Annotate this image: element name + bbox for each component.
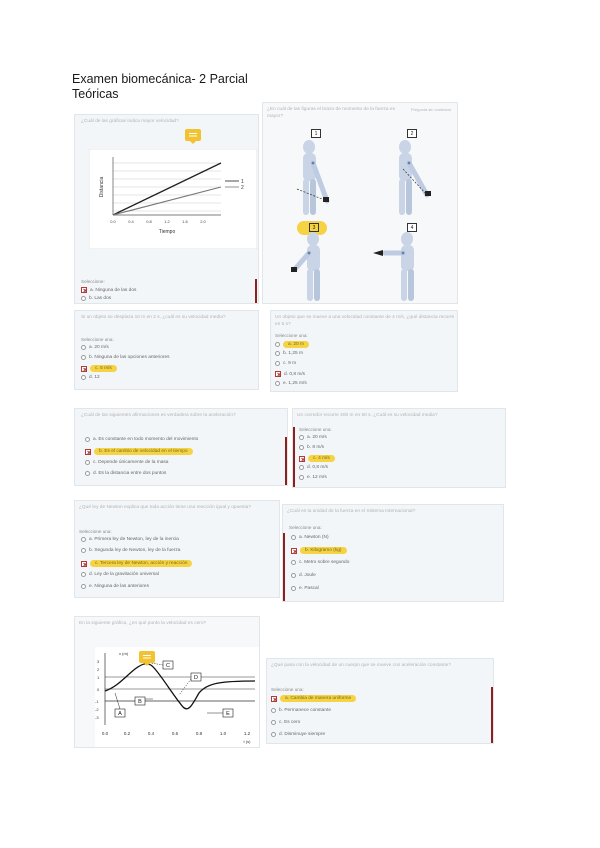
y-tick-neg1: -1 [95,699,99,704]
option-b[interactable]: b. Permanece constante [271,708,331,713]
figure-3-arm [287,231,347,303]
figure-1-arm [287,139,347,219]
radio-icon [291,560,296,565]
y-tick-neg3: -3 [95,715,99,720]
point-label-a: A [118,711,122,717]
svg-text:1.2: 1.2 [164,219,170,224]
figure-label-4: 4 [407,223,417,232]
radio-icon [299,465,304,470]
option-b[interactable]: b. Es el cambio de velocidad en el tiempo [85,448,193,455]
y-tick-neg2: -2 [95,707,99,712]
y-tick-3: 3 [97,659,100,664]
svg-text:0.4: 0.4 [128,219,134,224]
option-e[interactable]: e. Pascal [291,586,319,591]
option-e[interactable]: e. 12 m/s [299,475,327,480]
question-card-5 [74,408,288,486]
option-b[interactable]: b. Ninguna de las opciones anteriores [81,355,170,360]
question-card-10 [266,658,494,744]
option-d[interactable]: d. Joule [291,573,316,578]
point-label-d: D [194,675,198,681]
option-a[interactable]: a. Ninguna de las dos [81,287,136,293]
y-tick-2: 2 [97,667,100,672]
radio-icon [81,548,86,553]
option-b[interactable]: b. Kilogramo (kg) [291,547,347,554]
option-e[interactable]: e. 1,25 m/s [275,381,307,386]
option-a[interactable]: a. Newton (N) [291,535,329,540]
comment-icon[interactable] [185,129,201,141]
page-title [72,72,248,102]
radio-icon [81,572,86,577]
option-b[interactable]: b. 8 m/s [299,445,324,450]
option-d[interactable]: d. Es la distancia entre dos puntos [85,471,166,476]
x-tick-1: 0.2 [123,731,131,736]
y-tick-1: 1 [97,675,100,680]
question-flag[interactable]: Pregunta sin contestar [411,107,452,112]
y-tick-0: 0 [97,687,100,692]
option-c[interactable]: c. Depende únicamente de la masa [85,460,168,465]
radio-icon [271,708,276,713]
x-tick-3: 0.6 [171,731,179,736]
option-d[interactable]: d. 0,8 m/s [299,465,328,470]
card-accent [491,687,493,744]
question-text: En la siguiente gráfica, ¿en qué punto la velocidad es cero? [79,621,207,626]
svg-text:0.0: 0.0 [110,219,116,224]
card-accent [255,279,257,304]
question-text: Un corredor recorre 400 m en 50 s. ¿Cuál es su velocidad media? [297,413,438,418]
point-label-e: E [226,711,230,717]
x-axis-label: t (s) [243,739,251,744]
select-label: Seleccione una: [289,525,322,530]
option-b[interactable]: b. 1,25 m [275,351,303,356]
figure-label-3: 3 [309,223,319,232]
option-b[interactable]: b. Segunda ley de Newton, ley de la fuerza [81,548,180,553]
card-accent [285,437,287,486]
option-d[interactable]: d. Ley de la gravitación universal [81,572,159,577]
option-c[interactable]: c. Metro sobre segundo [291,560,349,565]
incorrect-mark-icon [81,287,87,293]
radio-icon [81,584,86,589]
select-label: Seleccione: [81,279,105,284]
question-text: Un objeto que se mueve a una velocidad constante de 4 m/s, ¿qué distancia recorre en 5 s? [275,315,455,327]
incorrect-mark-icon [271,696,277,702]
option-d[interactable]: d. 0,8 m/s [275,371,305,377]
option-c[interactable]: c. 5 m/s [81,365,117,372]
select-label: Seleccione una: [81,337,114,342]
x-tick-4: 0.8 [195,731,203,736]
question-card-figures [262,102,458,304]
series-label-1: 1 [241,179,244,185]
question-text: ¿Cuál es la unidad de la fuerza en el Sistema Internacional? [287,509,416,514]
radio-icon [81,355,86,360]
radio-icon [299,435,304,440]
question-text: ¿Cuál de las siguientes afirmaciones es verdadera sobre la aceleración? [81,413,236,418]
question-text: ¿Cuál de las gráficas indica mayor velocidad? [81,119,179,124]
select-label: Seleccione una: [299,427,332,432]
radio-icon [81,375,86,380]
incorrect-mark-icon [299,456,305,462]
radio-icon [81,537,86,542]
option-c[interactable]: c. 9 m [275,361,296,366]
title-line-1: Examen biomecánica- 2 Parcial [72,72,248,86]
radio-icon [291,535,296,540]
svg-text:0.8: 0.8 [146,219,152,224]
figure-4-arm [373,231,443,303]
figure-2-arm [383,139,443,219]
distance-time-chart [89,149,257,249]
radio-icon [85,460,90,465]
svg-text:2.0: 2.0 [200,219,206,224]
option-a[interactable]: a. Primera ley de Newton, ley de la inercia [81,537,179,542]
option-a[interactable]: a. 20 m/s [81,345,109,350]
question-card-3 [74,310,259,390]
chart-xlabel: Tiempo [158,229,176,235]
option-d[interactable]: d. 12 [81,375,100,380]
radio-icon [81,296,86,301]
option-c[interactable]: c. Tercera ley de Newton, acción y reacción [81,560,192,567]
radio-icon [299,475,304,480]
incorrect-mark-icon [291,548,297,554]
question-text: ¿Qué ley de Newton explica que toda acción tiene una reacción igual y opuesta? [79,505,251,510]
comment-icon[interactable] [139,651,155,663]
radio-icon [271,732,276,737]
radio-icon [81,345,86,350]
point-label-c: C [166,663,170,669]
x-tick-6: 1.2 [243,731,251,736]
option-e[interactable]: e. Ninguna de las anteriores [81,584,149,589]
option-a[interactable]: a. Es constante en todo momento del movimiento [85,437,198,442]
radio-icon [271,720,276,725]
x-tick-0: 0.0 [101,731,109,736]
incorrect-mark-icon [275,371,281,377]
option-a[interactable]: a. Cambia de manera uniforme [271,695,356,702]
series-label-2: 2 [241,185,244,191]
option-c[interactable]: c. 4 m/s [299,455,335,462]
option-d[interactable]: d. Disminuye siempre [271,732,325,737]
point-label-b: B [138,699,142,705]
option-a[interactable]: a. 20 m/s [299,435,327,440]
svg-text:1.6: 1.6 [182,219,188,224]
question-card-9 [74,616,260,748]
radio-icon [275,361,280,366]
title-line-2: Teóricas [72,87,119,101]
y-axis-label: x (m) [119,651,129,656]
radio-icon [291,573,296,578]
option-a[interactable]: a. 20 m [275,341,309,348]
select-label: Seleccione una: [79,529,112,534]
radio-icon [85,437,90,442]
x-tick-5: 1.0 [219,731,227,736]
radio-icon [291,586,296,591]
card-accent [283,533,285,602]
question-text: ¿En cuál de las figuras el brazo de momento de la fuerza es mayor? [267,107,395,119]
question-card-6 [292,408,506,488]
question-card-8 [282,504,504,602]
question-card-4 [270,310,458,392]
incorrect-mark-icon [81,366,87,372]
select-label: Seleccione una: [271,687,304,692]
x-tick-2: 0.4 [147,731,155,736]
figure-label-1: 1 [311,129,321,138]
incorrect-mark-icon [85,449,91,455]
figure-label-2: 2 [407,129,417,138]
radio-icon [299,445,304,450]
radio-icon [85,471,90,476]
radio-icon [275,381,280,386]
position-time-chart [95,647,259,748]
chart-ylabel: Distancia [99,176,105,198]
option-c[interactable]: c. Es cero [271,720,300,725]
option-b[interactable]: b. Las dos [81,296,111,301]
radio-icon [275,342,280,347]
select-label: Seleccione una: [275,333,308,338]
question-card-7 [74,500,280,598]
radio-icon [275,351,280,356]
question-text: Si un objeto se desplaza 10 m en 2 s, ¿cuál es su velocidad media? [81,315,226,320]
question-card-velocity-chart [74,114,259,304]
card-accent [293,427,295,488]
question-text: ¿Qué pasa con la velocidad de un cuerpo que se mueve con aceleración constante? [271,663,452,668]
incorrect-mark-icon [81,561,87,567]
